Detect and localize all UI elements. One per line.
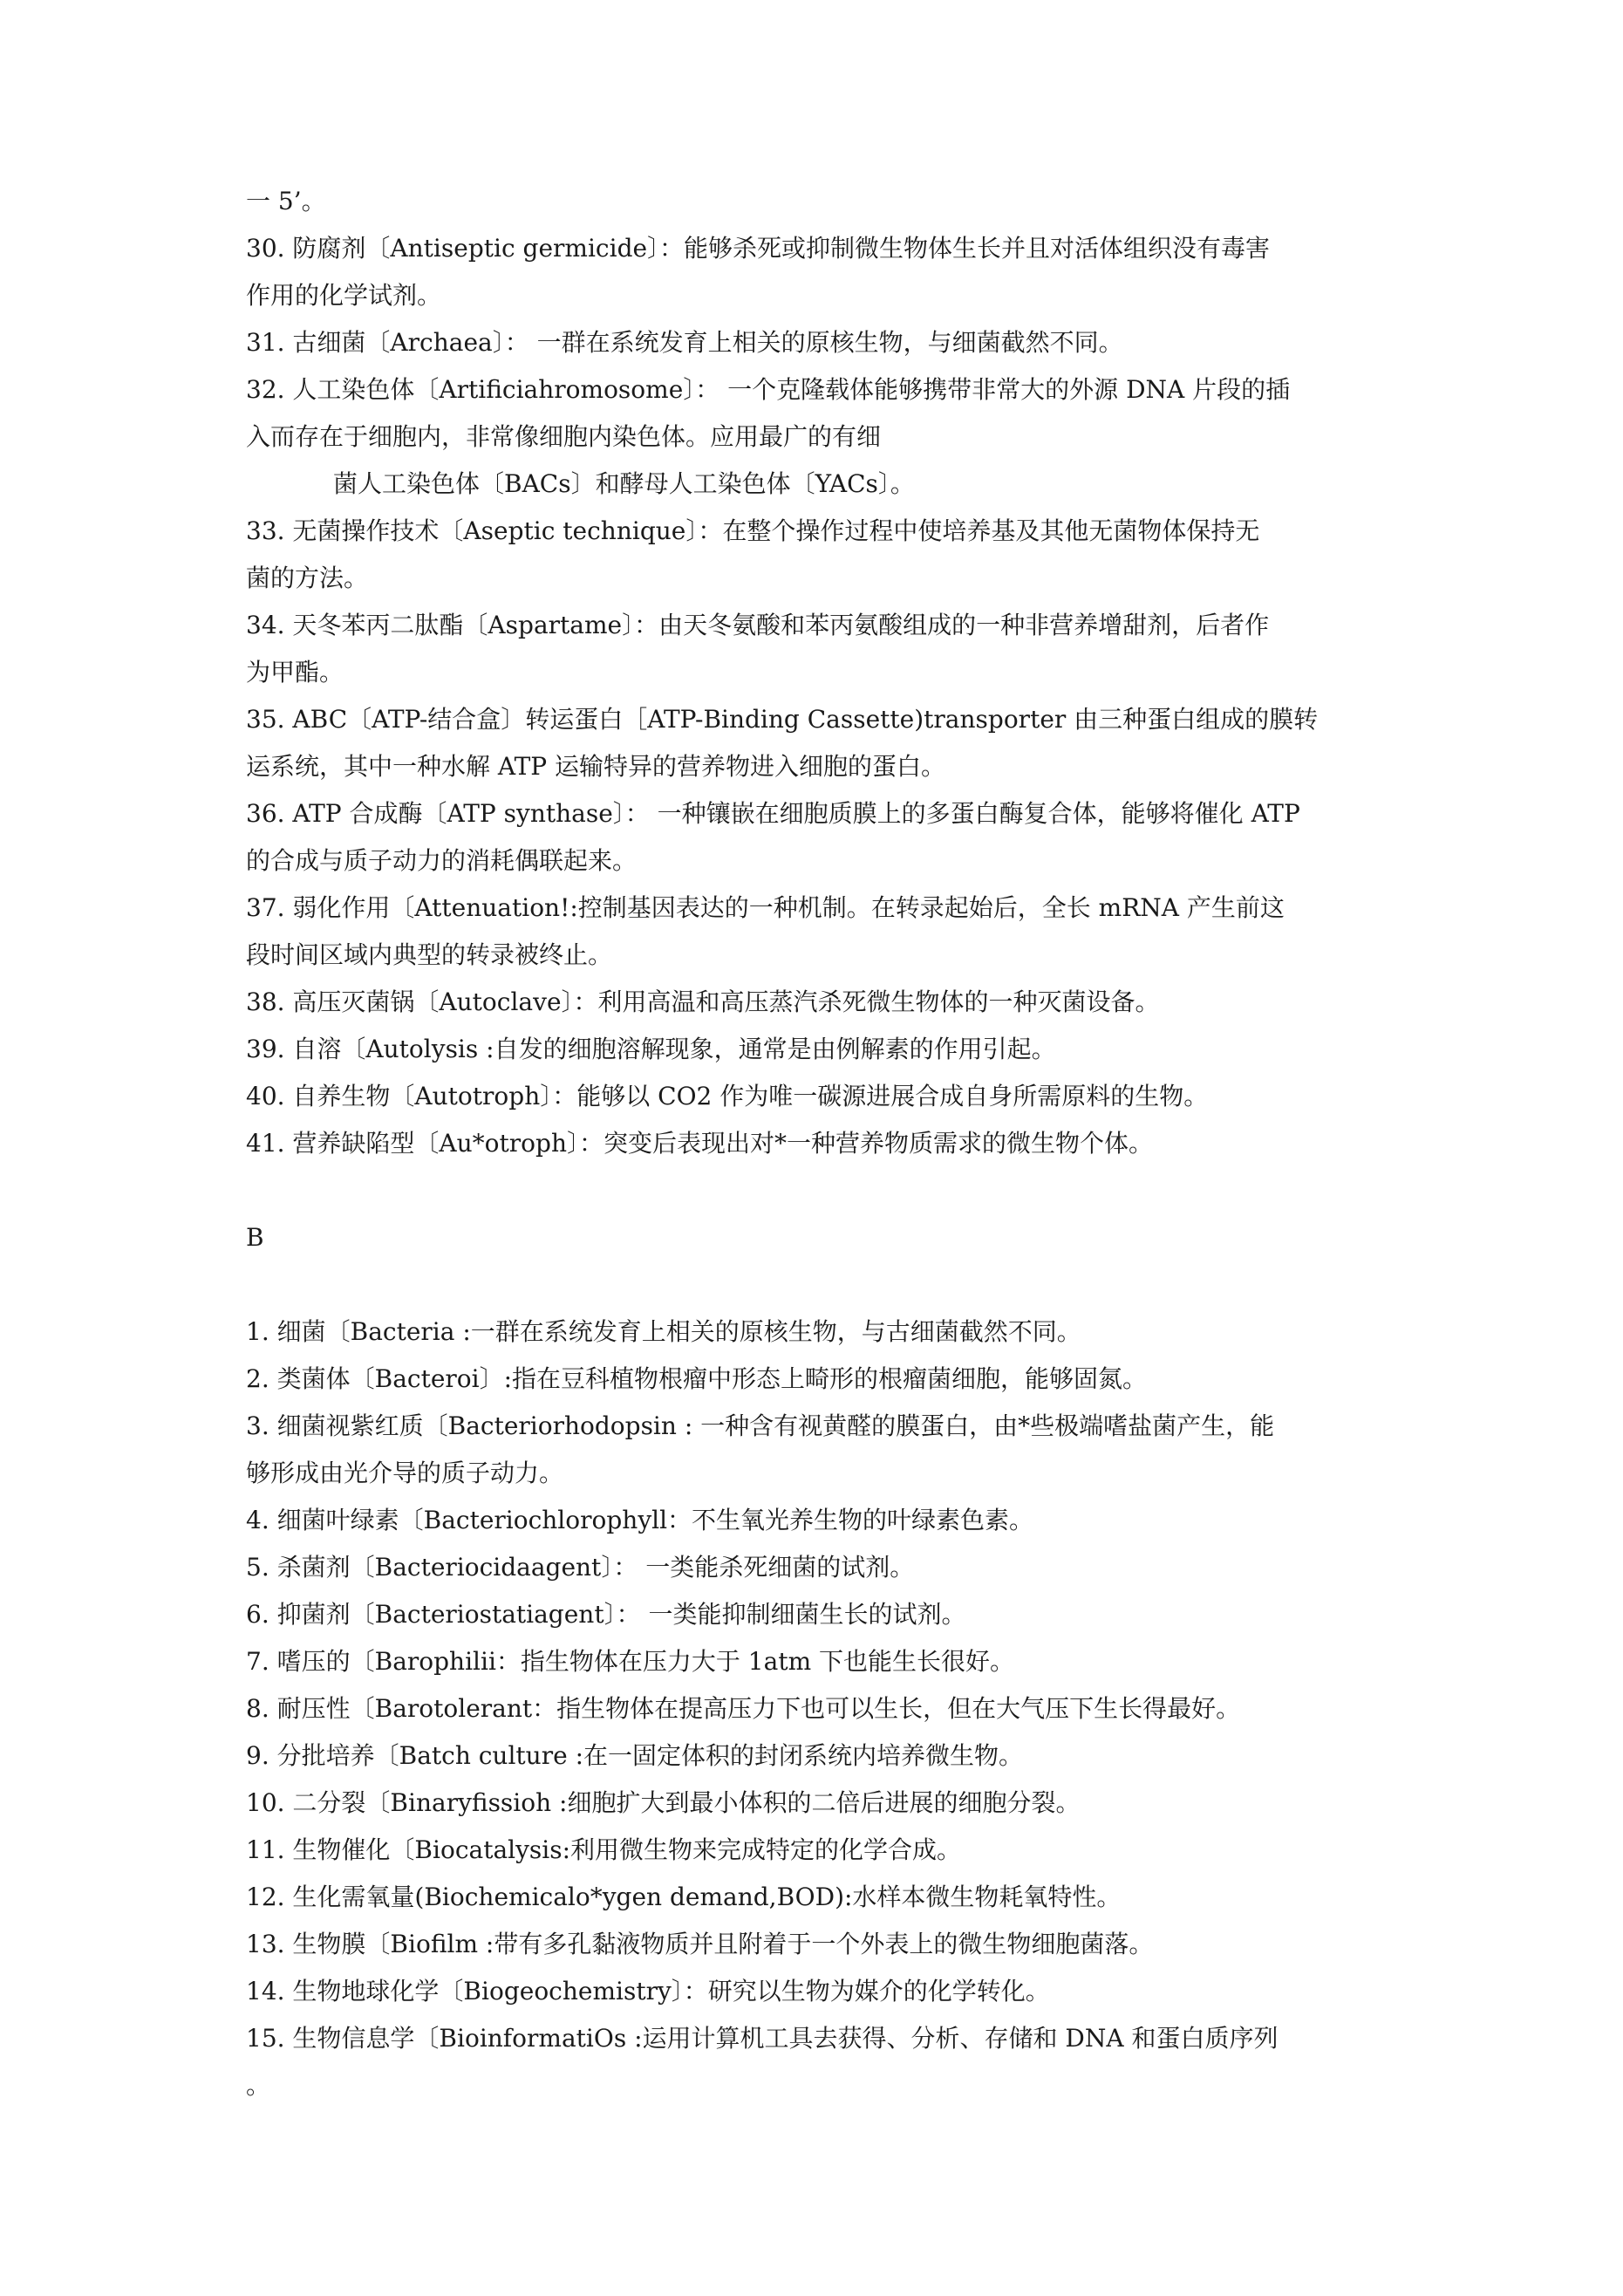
text-line: 3. 细菌视紫红质〔Bacteriorhodopsin : 一种含有视黄醛的膜蛋白，由*些极端嗜盐菌产生，能 (246, 1411, 1275, 1440)
section-a-entries (246, 178, 1397, 1167)
text-line: 作用的化学试剂。 (246, 281, 442, 310)
text-line: 为甲酯。 (246, 658, 344, 687)
text-line: 10. 二分裂〔Binaryfissioh :细胞扩大到最小体积的二倍后进展的细胞分裂。 (246, 1788, 1081, 1817)
text-line: 13. 生物膜〔Biofilm :带有多孔黏液物质并且附着于一个外表上的微生物细胞菌落。 (246, 1930, 1154, 1958)
text-line: 菌人工染色体〔BACs〕和酵母人工染色体〔YACs〕。 (333, 469, 915, 498)
section-heading: B (246, 1223, 264, 1252)
text-line: 14. 生物地球化学〔Biogeochemistry〕：研究以生物为媒介的化学转化。 (246, 1977, 1050, 2006)
text-line: 1. 细菌〔Bacteria :一群在系统发育上相关的原核生物，与古细菌截然不同。 (246, 1317, 1081, 1346)
text-line: 39. 自溶〔Autolysis :自发的细胞溶解现象，通常是由例解素的作用引起。 (246, 1035, 1056, 1063)
text-line: 够形成由光介导的质子动力。 (246, 1459, 564, 1487)
text-line: 31. 古细菌〔Archaea〕： 一群在系统发育上相关的原核生物，与细菌截然不同。 (246, 328, 1123, 357)
text-line: 9. 分批培养〔Batch culture :在一固定体积的封闭系统内培养微生物。 (246, 1741, 1023, 1770)
text-line: 36. ATP 合成酶〔ATP synthase〕： 一种镶嵌在细胞质膜上的多蛋白酶复合体，能够将催化 ATP (246, 799, 1300, 828)
text-line: 35. ABC〔ATP-结合盒〕转运蛋白［ATP-Binding Cassette)transporter 由三种蛋白组成的膜转 (246, 705, 1319, 734)
text-line: 7. 嗜压的〔Barophilii：指生物体在压力大于 1atm 下也能生长很好。 (246, 1647, 1015, 1676)
text-line: 6. 抑菌剂〔Bacteriostatiagent〕： 一类能抑制细菌生长的试剂。 (246, 1600, 966, 1629)
text-line: 12. 生化需氧量(Biochemicalo*ygen demand,BOD):水样本微生物耗氧特性。 (246, 1883, 1122, 1911)
text-line: 运系统，其中一种水解 ATP 运输特异的营养物进入细胞的蛋白。 (246, 752, 946, 781)
text-line: 41. 营养缺陷型〔Au*otroph〕：突变后表现出对*一种营养物质需求的微生物个体。 (246, 1129, 1153, 1158)
document-page (246, 178, 1397, 2109)
text-line: 15. 生物信息学〔BioinformatiOs :运用计算机工具去获得、分析、存储和 DNA 和蛋白质序列 (246, 2024, 1279, 2053)
text-line: 的合成与质子动力的消耗偶联起来。 (246, 846, 638, 875)
text-line: 37. 弱化作用〔Attenuation!:控制基因表达的一种机制。在转录起始后，全长 mRNA 产生前这 (246, 893, 1285, 922)
text-line: 34. 天冬苯丙二肽酯〔Aspartame〕：由天冬氨酸和苯丙氨酸组成的一种非营养增甜剂，后者作 (246, 611, 1270, 639)
text-line: 5. 杀菌剂〔Bacteriocidaagent〕： 一类能杀死细菌的试剂。 (246, 1553, 915, 1582)
text-line: 2. 类菌体〔Bacteroi〕:指在豆科植物根瘤中形态上畸形的根瘤菌细胞，能够固氮。 (246, 1364, 1148, 1393)
text-line: 段时间区域内典型的转录被终止。 (246, 940, 613, 969)
text-line: 33. 无菌操作技术〔Aseptic technique〕：在整个操作过程中使培养基及其他无菌物体保持无 (246, 516, 1260, 545)
text-line: 8. 耐压性〔Barotolerant：指生物体在提高压力下也可以生长，但在大气压下生长得最好。 (246, 1694, 1241, 1723)
text-line: 入而存在于细胞内，非常像细胞内染色体。应用最广的有细 (246, 422, 882, 451)
text-line: 38. 高压灭菌锅〔Autoclave〕：利用高温和高压蒸汽杀死微生物体的一种灭菌设备。 (246, 987, 1160, 1016)
text-line: 11. 生物催化〔Biocatalysis:利用微生物来完成特定的化学合成。 (246, 1835, 962, 1864)
section-b-entries (246, 1309, 1397, 2109)
text-line: 30. 防腐剂〔Antiseptic germicide〕：能够杀死或抑制微生物体生长并且对活体组织没有毒害 (246, 234, 1271, 263)
text-line: 32. 人工染色体〔Artificiahromosome〕： 一个克隆载体能够携带非常大的外源 DNA 片段的插 (246, 375, 1291, 404)
text-line: 40. 自养生物〔Autotroph〕：能够以 CO2 作为唯一碳源进展合成自身所需原料的生物。 (246, 1082, 1209, 1110)
text-line: 。 (246, 2071, 271, 2100)
text-line: 菌的方法。 (246, 564, 369, 592)
text-line: 一 5’。 (246, 187, 326, 215)
text-line: 4. 细菌叶绿素〔Bacteriochlorophyll：不生氧光养生物的叶绿素色素。 (246, 1506, 1034, 1534)
